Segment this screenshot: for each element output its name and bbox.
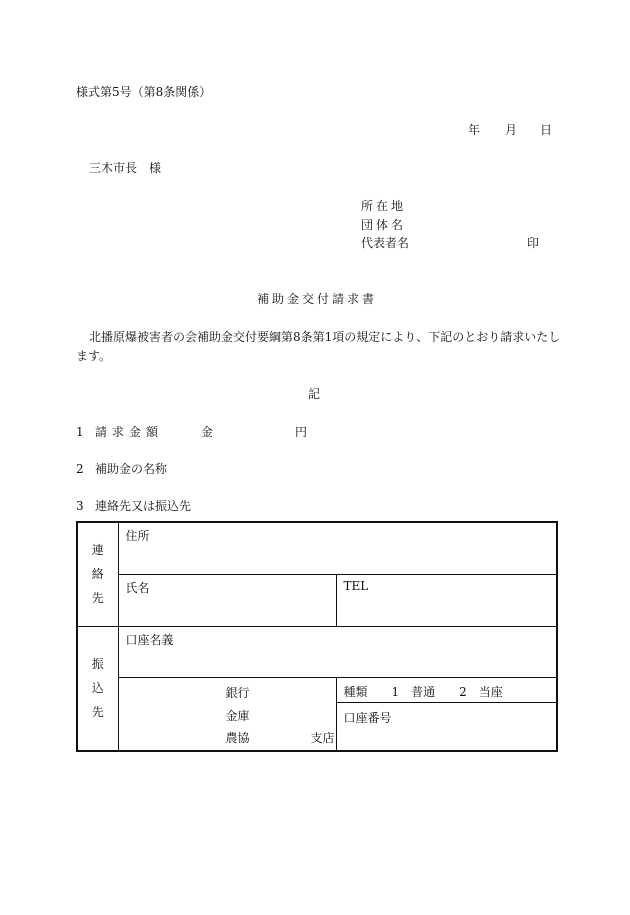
item1-yen: 円 [295,425,308,439]
item3-number: 3 [76,499,84,513]
nokyo-label: 農協 [225,730,250,745]
name-field-label: 氏名 [125,580,150,595]
address-label: 所在地 [361,199,407,213]
contact-group-label: 連 絡 先 [77,522,118,626]
account-number-cell[interactable] [336,702,557,750]
account-number-label: 口座番号 [343,710,392,725]
item1-label: 請求金額 [95,425,164,439]
account-holder-label: 口座名義 [125,632,174,647]
seal-mark: 印 [527,236,540,250]
transfer-group-label: 振 込 先 [77,626,118,751]
item1-kin: 金 [201,425,214,439]
document-title: 補助金交付請求書 [257,292,378,306]
tel-cell[interactable] [336,574,557,626]
item2-label: 補助金の名称 [95,462,168,476]
ki-heading: 記 [308,387,321,401]
account-type-label: 種類 1 普通 2 当座 [343,684,503,699]
shinkin-label: 金庫 [225,708,250,723]
form-number: 様式第5号（第8条関係） [76,85,212,99]
account-type-cell[interactable] [336,677,557,702]
contact-transfer-table [76,521,558,752]
bank-cell[interactable] [118,677,336,751]
branch-label: 支店 [310,730,335,745]
item1-number: 1 [76,425,84,439]
name-cell[interactable] [118,574,336,626]
body-line-2: ます。 [76,349,112,363]
account-holder-cell[interactable] [118,626,557,677]
date-day: 日 [540,123,553,137]
bank-label: 銀行 [225,685,250,700]
representative-label: 代表者名 [361,236,410,250]
addressee: 三木市長 様 [89,161,162,175]
body-line-1: 北播原爆被害者の会補助金交付要綱第8条第1項の規定により、下記のとおり請求いたし [89,330,561,344]
date-month: 月 [505,123,518,137]
address-cell[interactable] [118,522,557,574]
item2-number: 2 [76,462,84,476]
tel-field-label: TEL [343,578,369,593]
address-field-label: 住所 [125,529,150,543]
item3-label: 連絡先又は振込先 [95,499,192,513]
org-name-label: 団体名 [361,218,407,232]
date-year: 年 [468,123,481,137]
